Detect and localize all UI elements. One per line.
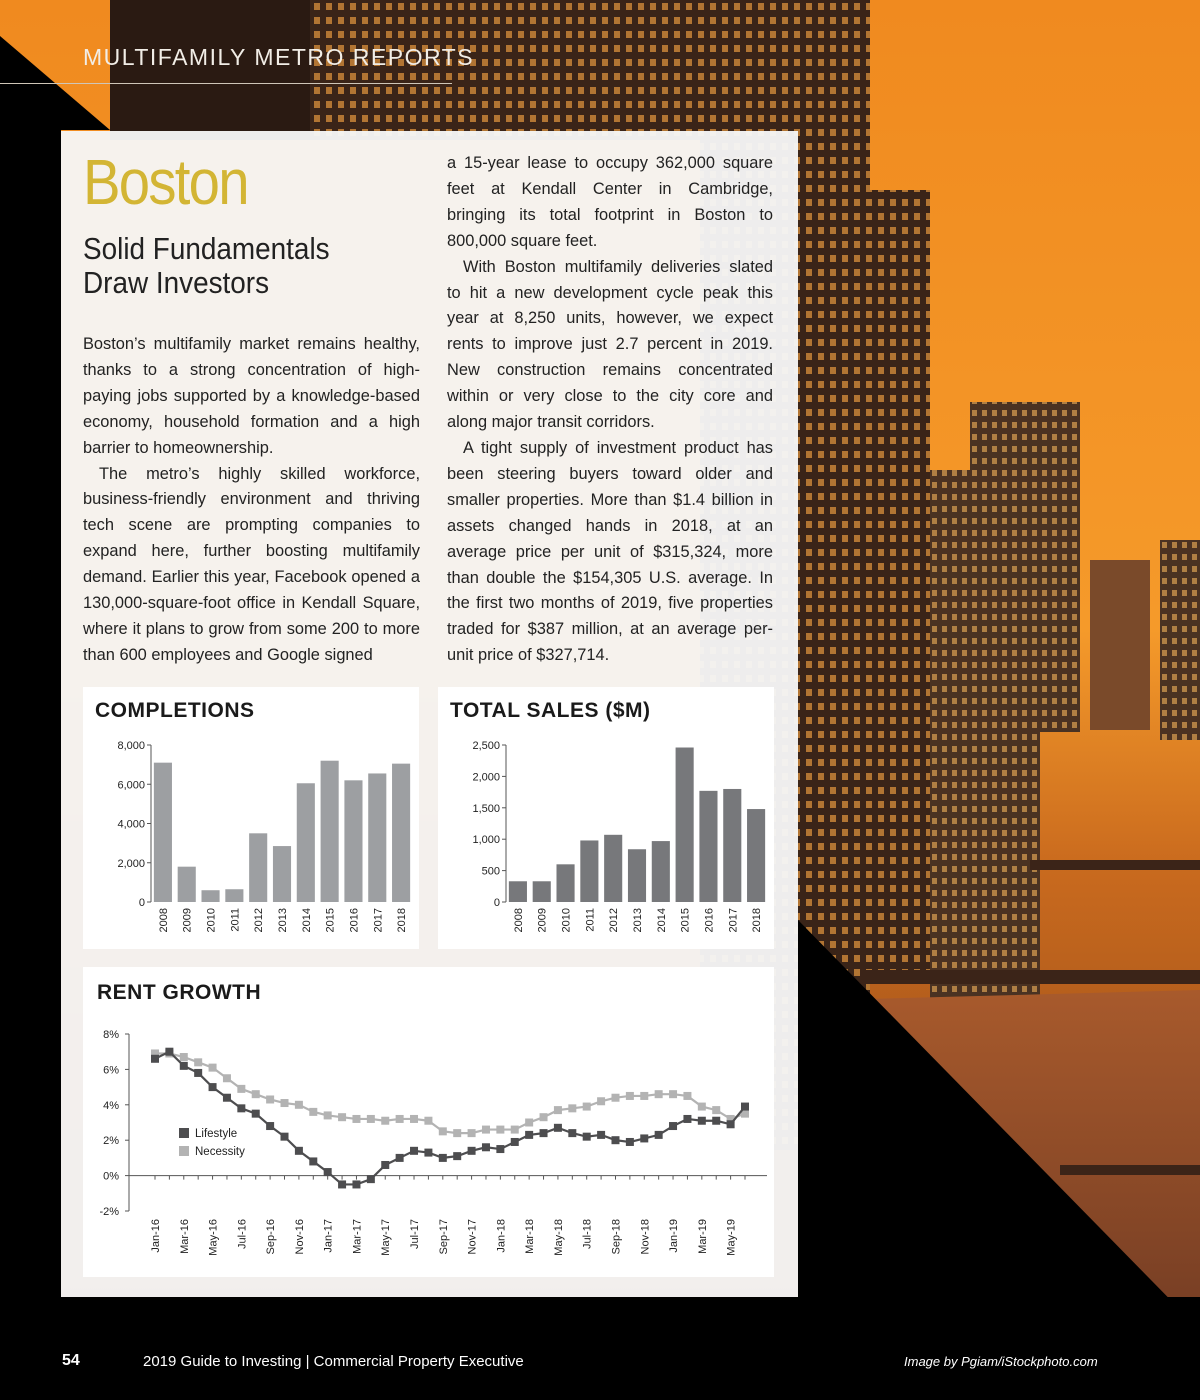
x-tick-label: 2008 xyxy=(157,908,170,933)
article-subtitle xyxy=(83,232,353,300)
x-tick-label: 2011 xyxy=(584,908,597,932)
data-point-lifestyle xyxy=(396,1154,404,1162)
legend-swatch xyxy=(179,1146,189,1156)
x-tick-label: 2011 xyxy=(229,908,242,932)
article-column-left xyxy=(83,332,420,669)
bar xyxy=(154,763,172,902)
data-point-lifestyle xyxy=(324,1168,332,1176)
data-point-lifestyle xyxy=(424,1149,432,1157)
data-point-necessity xyxy=(511,1126,519,1134)
data-point-lifestyle xyxy=(180,1062,188,1070)
x-tick-label: Jan-16 xyxy=(150,1219,162,1253)
data-point-lifestyle xyxy=(698,1117,706,1125)
data-point-lifestyle xyxy=(683,1115,691,1123)
data-point-necessity xyxy=(381,1117,389,1125)
bar xyxy=(392,764,410,902)
bar xyxy=(747,809,765,902)
x-tick-label: Mar-16 xyxy=(178,1219,191,1254)
data-point-necessity xyxy=(540,1113,548,1121)
bar xyxy=(201,890,219,902)
data-point-necessity xyxy=(309,1108,317,1116)
data-point-lifestyle xyxy=(151,1055,159,1063)
data-point-necessity xyxy=(482,1126,490,1134)
x-tick-label: May-17 xyxy=(380,1219,393,1256)
data-point-necessity xyxy=(352,1115,360,1123)
data-point-lifestyle xyxy=(468,1147,476,1155)
x-tick-label: 2018 xyxy=(751,908,764,933)
data-point-necessity xyxy=(266,1095,274,1103)
paragraph: The metro’s highly skilled workforce, business-friendly environment and thriving tech scene are prompting companies to expand here, further boosting multifamily demand. Earlier this year, Facebook opened a 130,000-square-foot office in Kendall Square, where it plans to grow from some 200 to more than 600 employees and Google signed xyxy=(83,464,420,664)
x-tick-label: Sep-17 xyxy=(437,1219,450,1255)
chart-title: TOTAL SALES ($M) xyxy=(450,699,651,722)
data-point-necessity xyxy=(209,1064,217,1072)
data-point-lifestyle xyxy=(669,1122,677,1130)
data-point-necessity xyxy=(640,1092,648,1100)
bar xyxy=(509,881,527,902)
bar xyxy=(321,761,339,902)
x-tick-label: 2015 xyxy=(679,908,692,933)
x-tick-label: May-16 xyxy=(207,1219,220,1256)
rent-growth-chart-panel xyxy=(83,967,774,1277)
x-tick-label: Nov-16 xyxy=(293,1219,306,1255)
data-point-lifestyle xyxy=(482,1143,490,1151)
legend-swatch xyxy=(179,1128,189,1138)
x-tick-label: 2009 xyxy=(181,908,194,933)
data-point-necessity xyxy=(468,1129,476,1137)
x-tick-label: Jul-17 xyxy=(409,1219,422,1249)
bar xyxy=(344,780,362,902)
image-credit: Image by Pgiam/iStockphoto.com xyxy=(904,1354,1098,1369)
x-tick-label: 2014 xyxy=(300,908,313,933)
bar xyxy=(533,881,551,902)
data-point-lifestyle xyxy=(352,1180,360,1188)
data-point-necessity xyxy=(237,1085,245,1093)
bar xyxy=(297,783,315,902)
data-point-lifestyle xyxy=(338,1180,346,1188)
bar xyxy=(676,748,694,902)
data-point-necessity xyxy=(295,1101,303,1109)
x-tick-label: 2017 xyxy=(727,908,740,933)
legend-label: Lifestyle xyxy=(195,1128,238,1140)
bar xyxy=(368,773,386,902)
x-tick-label: 2015 xyxy=(324,908,337,933)
data-point-necessity xyxy=(611,1094,619,1102)
y-tick-label: 4,000 xyxy=(117,818,145,831)
completions-chart xyxy=(83,687,419,949)
data-point-lifestyle xyxy=(611,1136,619,1144)
paragraph: With Boston multifamily deliveries slated to hit a new development cycle peak this year at 8,250 units, however, we expect rents to improve just 2.7 percent in 2019. New construction remains concentrated within or very close to the city core and along major transit corridors. xyxy=(447,257,773,432)
city-title: Boston xyxy=(83,146,248,218)
article-card xyxy=(61,131,798,1297)
x-tick-label: 2009 xyxy=(536,908,549,933)
data-point-lifestyle xyxy=(453,1152,461,1160)
data-point-necessity xyxy=(338,1113,346,1121)
data-point-lifestyle xyxy=(237,1104,245,1112)
paragraph: a 15-year lease to occupy 362,000 square feet at Kendall Center in Cambridge, bringing its total footprint in Boston to 800,000 square feet. xyxy=(447,154,773,250)
total-sales-chart-panel xyxy=(438,687,774,949)
data-point-necessity xyxy=(568,1104,576,1112)
legend-label: Necessity xyxy=(195,1146,245,1158)
data-point-lifestyle xyxy=(655,1131,663,1139)
y-tick-label: 2,500 xyxy=(472,740,500,752)
data-point-lifestyle xyxy=(640,1134,648,1142)
y-tick-label: 2,000 xyxy=(472,771,500,784)
data-point-necessity xyxy=(583,1103,591,1111)
bar xyxy=(699,791,717,902)
data-point-lifestyle xyxy=(165,1048,173,1056)
x-tick-label: Mar-18 xyxy=(524,1219,537,1254)
y-tick-label: 8,000 xyxy=(117,740,145,752)
x-tick-label: Jan-17 xyxy=(322,1219,335,1253)
paragraph: A tight supply of investment product has been steering buyers toward older and smaller properties. More than $1.4 billion in assets changed hands in 2018, at an average price per unit of $315,324, more than double the $154,305 U.S. average. In the first two months of 2019, five properties traded for $387 million, at an average per-unit price of $327,714. xyxy=(447,438,773,665)
y-tick-label: 8% xyxy=(103,1029,119,1041)
bar xyxy=(225,889,243,902)
x-tick-label: 2016 xyxy=(703,908,716,933)
y-tick-label: 2% xyxy=(103,1135,119,1148)
data-point-lifestyle xyxy=(309,1157,317,1165)
x-tick-label: Sep-18 xyxy=(610,1219,623,1255)
subtitle-line-1: Solid Fundamentals xyxy=(83,231,330,266)
x-tick-label: 2014 xyxy=(655,908,668,933)
header-rule xyxy=(0,83,452,84)
y-tick-label: 2,000 xyxy=(117,857,145,870)
data-point-necessity xyxy=(223,1074,231,1082)
x-tick-label: 2012 xyxy=(608,908,621,933)
y-tick-label: 0 xyxy=(138,897,145,909)
data-point-lifestyle xyxy=(223,1094,231,1102)
data-point-lifestyle xyxy=(496,1145,504,1153)
data-point-lifestyle xyxy=(712,1117,720,1125)
y-tick-label: 6% xyxy=(103,1064,119,1077)
data-point-lifestyle xyxy=(252,1110,260,1118)
bar xyxy=(178,867,196,902)
data-point-necessity xyxy=(410,1115,418,1123)
data-point-lifestyle xyxy=(583,1133,591,1141)
y-tick-label: 0 xyxy=(493,897,500,909)
bar xyxy=(580,840,598,902)
data-point-lifestyle xyxy=(209,1083,217,1091)
data-point-necessity xyxy=(712,1106,720,1114)
data-point-necessity xyxy=(626,1092,634,1100)
data-point-lifestyle xyxy=(727,1120,735,1128)
data-point-necessity xyxy=(324,1111,332,1119)
x-tick-label: Jul-18 xyxy=(581,1219,594,1249)
y-tick-label: 1,500 xyxy=(472,802,500,815)
data-point-lifestyle xyxy=(295,1147,303,1155)
data-point-lifestyle xyxy=(439,1154,447,1162)
y-tick-label: 0% xyxy=(103,1170,119,1183)
bar xyxy=(628,849,646,902)
x-tick-label: 2013 xyxy=(632,908,644,933)
subtitle-line-2: Draw Investors xyxy=(83,265,270,300)
data-point-lifestyle xyxy=(741,1103,749,1111)
x-tick-label: Nov-18 xyxy=(639,1219,652,1255)
completions-chart-panel xyxy=(83,687,419,949)
data-point-necessity xyxy=(424,1117,432,1125)
data-point-lifestyle xyxy=(626,1138,634,1146)
y-tick-label: 6,000 xyxy=(117,779,145,792)
publication-line: 2019 Guide to Investing | Commercial Property Executive xyxy=(143,1353,524,1370)
y-tick-label: 500 xyxy=(481,865,500,878)
data-point-lifestyle xyxy=(597,1131,605,1139)
data-point-necessity xyxy=(367,1115,375,1123)
bar xyxy=(249,833,267,902)
data-point-necessity xyxy=(525,1119,533,1127)
data-point-necessity xyxy=(180,1053,188,1061)
x-tick-label: May-19 xyxy=(725,1219,738,1256)
data-point-necessity xyxy=(439,1127,447,1135)
data-point-necessity xyxy=(396,1115,404,1123)
data-point-necessity xyxy=(194,1058,202,1066)
total-sales-chart xyxy=(438,687,774,949)
data-point-necessity xyxy=(669,1090,677,1098)
data-point-lifestyle xyxy=(367,1175,375,1183)
data-point-necessity xyxy=(496,1126,504,1134)
data-point-necessity xyxy=(597,1097,605,1105)
data-point-lifestyle xyxy=(381,1161,389,1169)
bar xyxy=(604,835,622,902)
rent-growth-chart xyxy=(83,967,774,1277)
chart-title: RENT GROWTH xyxy=(97,981,262,1004)
x-tick-label: 2018 xyxy=(396,908,409,933)
section-title: MULTIFAMILY METRO REPORTS xyxy=(83,44,475,70)
x-tick-label: Sep-16 xyxy=(265,1219,278,1255)
data-point-lifestyle xyxy=(511,1138,519,1146)
data-point-lifestyle xyxy=(281,1133,289,1141)
page-number: 54 xyxy=(62,1352,80,1369)
x-tick-label: 2012 xyxy=(253,908,266,933)
x-tick-label: Nov-17 xyxy=(466,1219,479,1255)
x-tick-label: Jan-18 xyxy=(495,1219,508,1253)
article-column-right xyxy=(447,151,773,669)
x-tick-label: 2010 xyxy=(205,908,218,933)
paragraph: Boston’s multifamily market remains healthy, thanks to a strong concentration of high-paying jobs supported by a knowledge-based economy, household formation and a high barrier to homeownership. xyxy=(83,335,420,457)
x-tick-label: 2010 xyxy=(560,908,573,933)
x-tick-label: Mar-19 xyxy=(696,1219,709,1254)
data-point-necessity xyxy=(554,1106,562,1114)
x-tick-label: Mar-17 xyxy=(351,1219,364,1254)
x-tick-label: 2008 xyxy=(512,908,525,933)
data-point-lifestyle xyxy=(568,1129,576,1137)
y-tick-label: 1,000 xyxy=(472,834,500,847)
bar xyxy=(652,841,670,902)
data-point-lifestyle xyxy=(194,1069,202,1077)
data-point-lifestyle xyxy=(266,1122,274,1130)
data-point-necessity xyxy=(683,1092,691,1100)
bar xyxy=(273,846,291,902)
chart-title: COMPLETIONS xyxy=(95,699,255,722)
data-point-necessity xyxy=(655,1090,663,1098)
bar xyxy=(723,789,741,902)
data-point-necessity xyxy=(453,1129,461,1137)
data-point-necessity xyxy=(252,1090,260,1098)
x-tick-label: 2013 xyxy=(277,908,289,933)
series-line-lifestyle xyxy=(155,1052,745,1185)
x-tick-label: May-18 xyxy=(552,1219,565,1256)
data-point-lifestyle xyxy=(554,1124,562,1132)
x-tick-label: Jan-19 xyxy=(668,1219,681,1253)
data-point-lifestyle xyxy=(410,1147,418,1155)
data-point-lifestyle xyxy=(525,1131,533,1139)
x-tick-label: 2017 xyxy=(372,908,385,933)
y-tick-label: -2% xyxy=(99,1206,119,1218)
data-point-lifestyle xyxy=(540,1129,548,1137)
data-point-necessity xyxy=(281,1099,289,1107)
y-tick-label: 4% xyxy=(103,1099,119,1112)
x-tick-label: 2016 xyxy=(348,908,361,933)
bar xyxy=(556,864,574,902)
x-tick-label: Jul-16 xyxy=(236,1219,249,1249)
data-point-necessity xyxy=(698,1103,706,1111)
